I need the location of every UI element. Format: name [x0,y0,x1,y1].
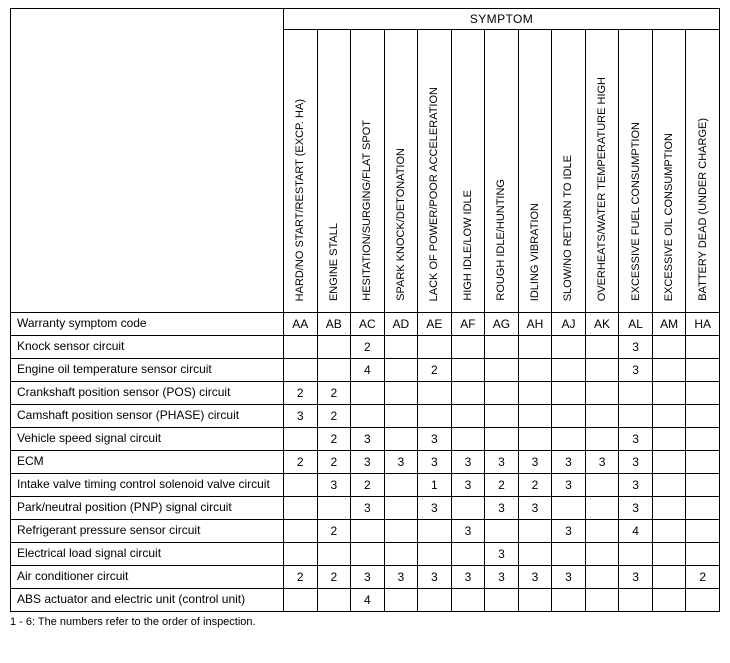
symptom-value-cell: 3 [451,520,485,543]
warranty-code-cell: AD [384,313,418,336]
symptom-column-header [317,30,351,313]
row-label: ABS actuator and electric unit (control unit) [11,589,284,612]
table-row [11,566,720,589]
symptom-column-label: HESITATION/SURGING/FLAT SPOT [361,120,374,301]
symptom-value-cell: 3 [451,474,485,497]
table-row [11,497,720,520]
symptom-value-cell [418,589,452,612]
symptom-value-cell [351,405,385,428]
table-row [11,589,720,612]
symptom-value-cell: 2 [284,451,318,474]
symptom-value-cell [384,474,418,497]
symptom-column-label: SPARK KNOCK/DETONATION [394,148,407,301]
symptom-value-cell: 3 [619,566,653,589]
symptom-value-cell [686,336,720,359]
symptom-value-cell: 4 [351,359,385,382]
symptom-value-cell [585,520,619,543]
symptom-value-cell: 3 [418,497,452,520]
symptom-value-cell [485,428,519,451]
symptom-value-cell [686,497,720,520]
symptom-value-cell [451,405,485,428]
symptom-value-cell [351,520,385,543]
symptom-column-label: HIGH IDLE/LOW IDLE [461,190,474,301]
symptom-value-cell [451,382,485,405]
symptom-value-cell [518,428,552,451]
symptom-column-label: ENGINE STALL [327,222,340,301]
symptom-column-label: IDLING VIBRATION [528,202,541,301]
warranty-code-cell: AC [351,313,385,336]
symptom-value-cell: 3 [384,451,418,474]
symptom-value-cell [552,405,586,428]
symptom-value-cell: 3 [451,566,485,589]
symptom-value-cell: 3 [585,451,619,474]
symptom-value-cell [485,405,519,428]
symptom-value-cell: 3 [317,474,351,497]
symptom-column-label: HARD/NO START/RESTART (EXCP. HA) [294,98,307,301]
row-label: Engine oil temperature sensor circuit [11,359,284,382]
row-label: Knock sensor circuit [11,336,284,359]
symptom-value-cell: 2 [518,474,552,497]
symptom-value-cell [585,382,619,405]
symptom-group-row [11,9,720,30]
symptom-value-cell [652,474,686,497]
symptom-value-cell [518,336,552,359]
symptom-value-cell: 3 [485,543,519,566]
symptom-value-cell: 3 [552,451,586,474]
symptom-value-cell [518,359,552,382]
symptom-column-header [585,30,619,313]
symptom-value-cell: 3 [351,451,385,474]
symptom-value-cell [585,474,619,497]
symptom-value-cell: 3 [351,566,385,589]
symptom-value-cell [284,428,318,451]
symptom-value-cell [418,405,452,428]
corner-cell [11,9,284,313]
symptom-value-cell [451,589,485,612]
symptom-value-cell [384,405,418,428]
symptom-column-header [284,30,318,313]
row-label: Refrigerant pressure sensor circuit [11,520,284,543]
symptom-column-header [619,30,653,313]
row-label: Electrical load signal circuit [11,543,284,566]
symptom-value-cell [552,543,586,566]
symptom-value-cell [652,382,686,405]
symptom-value-cell: 1 [418,474,452,497]
symptom-value-cell [518,543,552,566]
symptom-value-cell [351,543,385,566]
symptom-column-header [652,30,686,313]
warranty-code-cell: AF [451,313,485,336]
symptom-value-cell [284,497,318,520]
row-label: Camshaft position sensor (PHASE) circuit [11,405,284,428]
symptom-value-cell [451,428,485,451]
symptom-value-cell: 3 [552,474,586,497]
symptom-value-cell [317,543,351,566]
warranty-code-cell: AB [317,313,351,336]
symptom-value-cell [384,589,418,612]
symptom-value-cell: 2 [485,474,519,497]
symptom-column-header [384,30,418,313]
symptom-value-cell [652,566,686,589]
row-label: Air conditioner circuit [11,566,284,589]
warranty-code-cell: AG [485,313,519,336]
symptom-value-cell: 3 [485,566,519,589]
symptom-value-cell: 3 [418,566,452,589]
symptom-value-cell [518,520,552,543]
symptom-value-cell [384,428,418,451]
symptom-value-cell [384,359,418,382]
row-label: Intake valve timing control solenoid valve circuit [11,474,284,497]
symptom-value-cell: 3 [518,497,552,520]
symptom-value-cell [686,589,720,612]
symptom-value-cell [485,359,519,382]
symptom-value-cell: 2 [317,405,351,428]
symptom-value-cell: 3 [485,497,519,520]
symptom-value-cell [284,543,318,566]
symptom-value-cell: 4 [351,589,385,612]
symptom-column-label: OVERHEATS/WATER TEMPERATURE HIGH [596,76,608,301]
symptom-value-cell [317,336,351,359]
symptom-value-cell: 3 [552,566,586,589]
symptom-value-cell [384,336,418,359]
symptom-value-cell [518,589,552,612]
symptom-value-cell [384,543,418,566]
symptom-value-cell [652,589,686,612]
symptom-value-cell [418,543,452,566]
symptom-value-cell: 2 [317,428,351,451]
symptom-value-cell [585,336,619,359]
symptom-value-cell: 2 [284,566,318,589]
symptom-value-cell: 4 [619,520,653,543]
symptom-column-label: ROUGH IDLE/HUNTING [495,179,508,301]
symptom-column-header [451,30,485,313]
symptom-value-cell [485,382,519,405]
symptom-value-cell [418,382,452,405]
symptom-value-cell [652,497,686,520]
symptom-value-cell [585,566,619,589]
symptom-column-header [686,30,720,313]
symptom-value-cell [652,451,686,474]
symptom-value-cell [686,405,720,428]
symptom-value-cell [552,359,586,382]
symptom-value-cell [518,382,552,405]
warranty-code-cell: AH [518,313,552,336]
symptom-value-cell [384,520,418,543]
symptom-value-cell [552,497,586,520]
symptom-value-cell [585,428,619,451]
symptom-value-cell: 3 [351,497,385,520]
warranty-code-row [11,313,720,336]
row-label: Park/neutral position (PNP) signal circuit [11,497,284,520]
symptom-value-cell [552,336,586,359]
symptom-value-cell [317,359,351,382]
table-row [11,405,720,428]
symptom-value-cell [485,520,519,543]
symptom-column-header [518,30,552,313]
symptom-value-cell: 3 [619,428,653,451]
footnote: 1 - 6: The numbers refer to the order of inspection. [10,616,256,628]
symptom-value-cell: 2 [317,382,351,405]
symptom-value-cell [418,336,452,359]
symptom-value-cell [619,405,653,428]
symptom-value-cell [686,474,720,497]
symptom-value-cell: 2 [418,359,452,382]
symptom-value-cell: 2 [284,382,318,405]
symptom-value-cell [284,520,318,543]
warranty-code-cell: AL [619,313,653,336]
symptom-value-cell [652,428,686,451]
warranty-code-cell: AE [418,313,452,336]
warranty-code-cell: AK [585,313,619,336]
symptom-value-cell [686,520,720,543]
symptom-value-cell: 3 [284,405,318,428]
symptom-column-header [351,30,385,313]
table-row [11,451,720,474]
symptom-value-cell: 2 [686,566,720,589]
symptom-column-label: EXCESSIVE FUEL CONSUMPTION [629,122,642,301]
table-row [11,359,720,382]
symptom-value-cell: 3 [619,359,653,382]
symptom-value-cell: 3 [518,451,552,474]
symptom-value-cell [284,474,318,497]
symptom-column-label: BATTERY DEAD (UNDER CHARGE) [696,118,709,301]
symptom-value-cell [284,359,318,382]
symptom-value-cell: 2 [317,451,351,474]
symptom-value-cell [652,336,686,359]
symptom-value-cell [686,359,720,382]
warranty-code-cell: AM [652,313,686,336]
symptom-table [10,8,720,612]
symptom-value-cell [317,589,351,612]
symptom-value-cell: 2 [351,336,385,359]
symptom-value-cell [418,520,452,543]
symptom-value-cell [686,428,720,451]
symptom-value-cell: 3 [619,336,653,359]
symptom-value-cell: 2 [317,566,351,589]
symptom-value-cell [552,428,586,451]
table-row [11,474,720,497]
symptom-value-cell [518,405,552,428]
table-row [11,336,720,359]
symptom-value-cell: 3 [384,566,418,589]
warranty-code-cell: HA [686,313,720,336]
symptom-value-cell [686,451,720,474]
symptom-value-cell: 3 [552,520,586,543]
table-row [11,428,720,451]
symptom-value-cell [686,382,720,405]
symptom-value-cell [552,589,586,612]
symptom-column-header [552,30,586,313]
row-label: ECM [11,451,284,474]
symptom-value-cell [384,382,418,405]
symptom-value-cell [619,382,653,405]
symptom-value-cell [585,405,619,428]
symptom-value-cell [652,405,686,428]
symptom-value-cell: 3 [418,428,452,451]
symptom-value-cell [317,497,351,520]
symptom-value-cell [652,359,686,382]
symptom-value-cell: 3 [619,451,653,474]
symptom-value-cell: 3 [485,451,519,474]
table-body [11,313,720,612]
symptom-value-cell: 3 [418,451,452,474]
symptom-value-cell [351,382,385,405]
symptom-value-cell [284,589,318,612]
warranty-code-cell: AA [284,313,318,336]
warranty-code-cell: AJ [552,313,586,336]
symptom-column-label: SLOW/NO RETURN TO IDLE [562,154,575,301]
symptom-value-cell: 2 [317,520,351,543]
symptom-value-cell: 2 [351,474,385,497]
symptom-column-label: EXCESSIVE OIL CONSUMPTION [663,132,676,301]
symptom-value-cell: 3 [351,428,385,451]
table-row [11,543,720,566]
symptom-value-cell [652,520,686,543]
symptom-value-cell [686,543,720,566]
warranty-row-label: Warranty symptom code [11,313,284,336]
symptom-value-cell [619,589,653,612]
symptom-value-cell [585,359,619,382]
symptom-value-cell [451,497,485,520]
symptom-column-header [418,30,452,313]
symptom-value-cell [451,336,485,359]
symptom-value-cell: 3 [619,474,653,497]
row-label: Crankshaft position sensor (POS) circuit [11,382,284,405]
symptom-value-cell [451,359,485,382]
symptom-value-cell [585,589,619,612]
symptom-value-cell [585,543,619,566]
symptom-value-cell [384,497,418,520]
table-row [11,382,720,405]
symptom-value-cell [619,543,653,566]
table-row [11,520,720,543]
symptom-value-cell [585,497,619,520]
symptom-group-header: SYMPTOM [284,9,720,30]
row-label: Vehicle speed signal circuit [11,428,284,451]
symptom-value-cell: 3 [518,566,552,589]
symptom-column-header [485,30,519,313]
symptom-value-cell [485,336,519,359]
symptom-value-cell [451,543,485,566]
symptom-value-cell [652,543,686,566]
symptom-column-label: LACK OF POWER/POOR ACCELERATION [428,86,441,301]
symptom-value-cell [485,589,519,612]
symptom-value-cell: 3 [619,497,653,520]
symptom-value-cell: 3 [451,451,485,474]
symptom-value-cell [552,382,586,405]
symptom-value-cell [284,336,318,359]
